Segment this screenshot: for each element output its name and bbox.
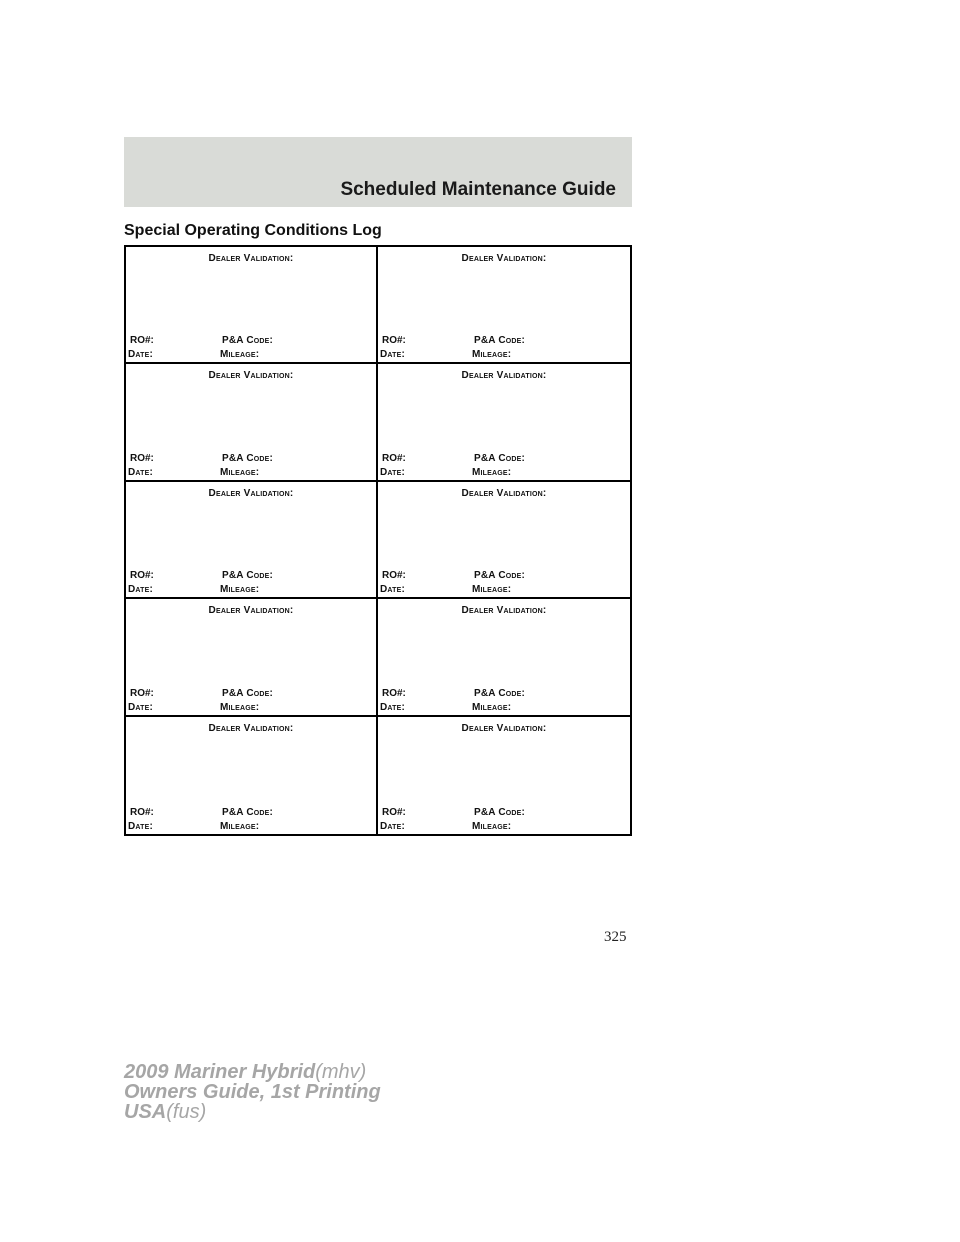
date-label: Date: <box>380 701 406 713</box>
ro-label: RO#: <box>130 335 154 347</box>
pa-code-label: P&A Code: <box>474 807 526 818</box>
ro-label: RO#: <box>130 452 154 464</box>
footer-market: USA <box>124 1101 167 1123</box>
mileage-label: Mileage: <box>472 349 512 361</box>
mileage-label: Mileage: <box>220 701 260 713</box>
date-label: Date: <box>380 466 406 478</box>
log-entry <box>378 599 630 716</box>
pa-code-label: P&A Code: <box>222 335 274 347</box>
page-number: 325 <box>604 929 627 945</box>
footer-model-code: (mhv) <box>315 1061 367 1083</box>
mileage-label: Mileage: <box>220 466 260 478</box>
footer-imprint <box>124 1062 381 1122</box>
log-entry <box>126 717 378 834</box>
mileage-label: Mileage: <box>220 821 260 832</box>
log-entry <box>378 717 630 834</box>
header-band <box>124 137 632 207</box>
mileage-label: Mileage: <box>220 349 260 361</box>
pa-code-label: P&A Code: <box>474 570 526 582</box>
log-entry <box>378 482 630 599</box>
mileage-label: Mileage: <box>472 584 512 596</box>
ro-label: RO#: <box>130 570 154 582</box>
date-label: Date: <box>380 584 406 596</box>
mileage-label: Mileage: <box>472 821 512 832</box>
pa-code-label: P&A Code: <box>222 807 274 818</box>
log-entry <box>126 364 378 481</box>
pa-code-label: P&A Code: <box>474 452 526 464</box>
footer-line-2: Owners Guide, 1st Printing <box>124 1081 381 1103</box>
log-entry <box>126 599 378 716</box>
section-title: Special Operating Conditions Log <box>124 222 382 239</box>
dealer-validation-label: Dealer Validation: <box>208 370 294 382</box>
date-label: Date: <box>380 349 406 361</box>
ro-label: RO#: <box>382 687 406 699</box>
ro-label: RO#: <box>382 807 406 818</box>
date-label: Date: <box>128 584 154 596</box>
footer-market-code: (fus) <box>166 1101 207 1123</box>
footer-model: 2009 Mariner Hybrid <box>124 1061 316 1083</box>
ro-label: RO#: <box>382 335 406 347</box>
dealer-validation-label: Dealer Validation: <box>208 722 294 734</box>
date-label: Date: <box>128 349 154 361</box>
date-label: Date: <box>380 821 406 832</box>
mileage-label: Mileage: <box>220 584 260 596</box>
date-label: Date: <box>128 821 154 832</box>
dealer-validation-label: Dealer Validation: <box>461 722 547 734</box>
log-entry <box>126 482 378 599</box>
ro-label: RO#: <box>130 807 154 818</box>
dealer-validation-label: Dealer Validation: <box>461 487 547 499</box>
dealer-validation-label: Dealer Validation: <box>208 605 294 617</box>
dealer-validation-label: Dealer Validation: <box>208 253 294 264</box>
dealer-validation-label: Dealer Validation: <box>461 253 547 264</box>
dealer-validation-label: Dealer Validation: <box>461 370 547 382</box>
footer-line-3 <box>124 1102 381 1122</box>
pa-code-label: P&A Code: <box>222 687 274 699</box>
mileage-label: Mileage: <box>472 701 512 713</box>
log-entry <box>378 364 630 481</box>
log-entry <box>126 247 378 364</box>
pa-code-label: P&A Code: <box>474 335 526 347</box>
footer-line-1 <box>124 1062 381 1082</box>
ro-label: RO#: <box>382 570 406 582</box>
pa-code-label: P&A Code: <box>222 570 274 582</box>
header-title: Scheduled Maintenance Guide <box>340 179 616 200</box>
date-label: Date: <box>128 466 154 478</box>
log-entry <box>378 247 630 364</box>
dealer-validation-label: Dealer Validation: <box>461 605 547 617</box>
pa-code-label: P&A Code: <box>222 452 274 464</box>
log-table <box>124 245 632 836</box>
date-label: Date: <box>128 701 154 713</box>
pa-code-label: P&A Code: <box>474 687 526 699</box>
dealer-validation-label: Dealer Validation: <box>208 487 294 499</box>
ro-label: RO#: <box>130 687 154 699</box>
mileage-label: Mileage: <box>472 466 512 478</box>
ro-label: RO#: <box>382 452 406 464</box>
